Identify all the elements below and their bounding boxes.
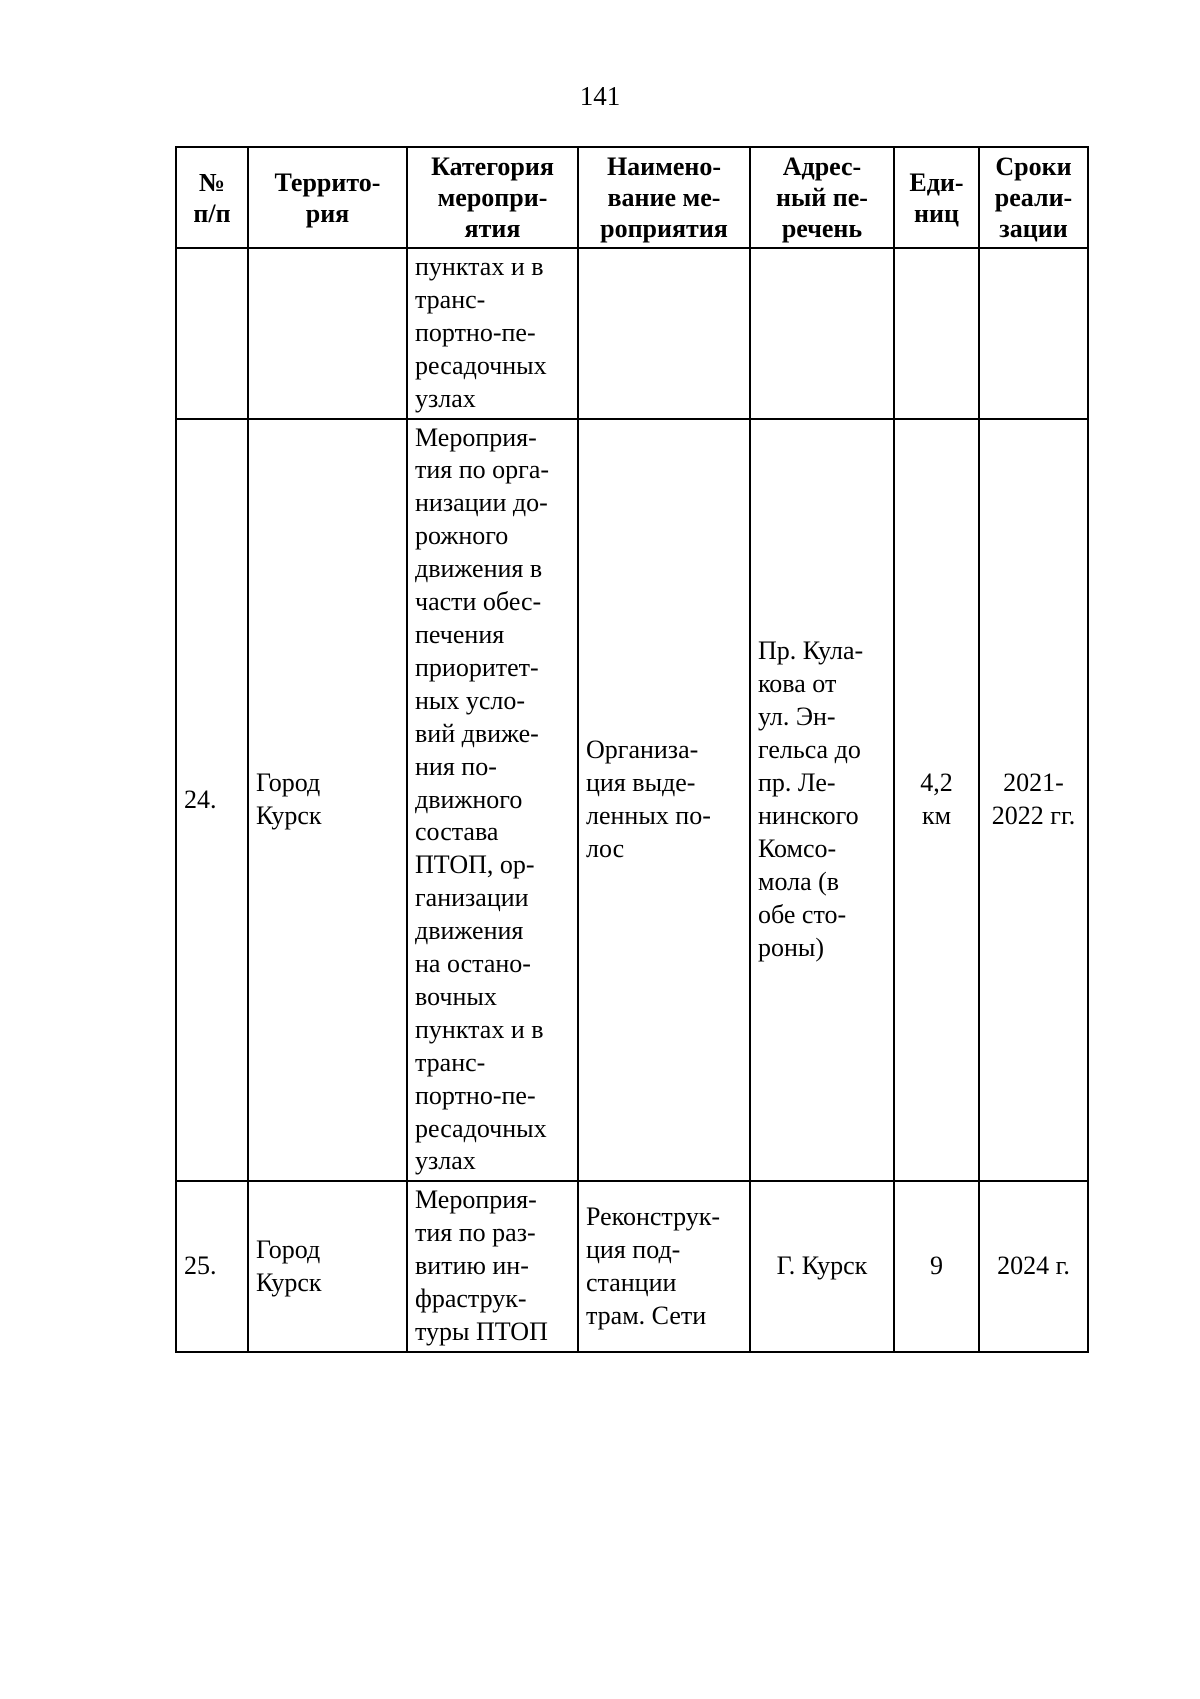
header-category: Категория меропри- ятия xyxy=(407,147,578,248)
header-address: Адрес- ный пе- речень xyxy=(750,147,894,248)
cell-number: 25. xyxy=(176,1181,248,1352)
table-header-row xyxy=(176,147,1088,248)
cell-period: 2024 г. xyxy=(979,1181,1088,1352)
table-row xyxy=(176,419,1088,1182)
header-name: Наимено- вание ме- роприятия xyxy=(578,147,750,248)
header-units: Еди- ниц xyxy=(894,147,979,248)
cell-category: Мероприя- тия по раз- витию ин- фраструк- туры ПТОП xyxy=(407,1181,578,1352)
page-number: 141 xyxy=(579,81,621,111)
cell-units: 9 xyxy=(894,1181,979,1352)
cell-category: Мероприя- тия по орга- низации до- рожного движения в части обес- печения приоритет- ных усло- вий движе- ния по- движного состава ПТОП, ор- ганизации движения на остано- вочных пунктах и в транс- портно-пе- ресадочных узлах xyxy=(407,419,578,1182)
cell-units: 4,2 км xyxy=(894,419,979,1182)
cell-name: Организа- ция выде- ленных по- лос xyxy=(578,419,750,1182)
cell-territory xyxy=(248,248,407,419)
header-period: Сроки реали- зации xyxy=(979,147,1088,248)
table-row xyxy=(176,1181,1088,1352)
cell-territory: Город Курск xyxy=(248,419,407,1182)
cell-name: Реконструк- ция под- станции трам. Сети xyxy=(578,1181,750,1352)
cell-period xyxy=(979,248,1088,419)
cell-units xyxy=(894,248,979,419)
cell-territory: Город Курск xyxy=(248,1181,407,1352)
table-row xyxy=(176,248,1088,419)
header-number: № п/п xyxy=(176,147,248,248)
measures-table xyxy=(175,146,1089,1353)
cell-number xyxy=(176,248,248,419)
cell-address xyxy=(750,248,894,419)
cell-category: пунктах и в транс- портно-пе- ресадочных узлах xyxy=(407,248,578,419)
cell-name xyxy=(578,248,750,419)
cell-address: Пр. Кула- кова от ул. Эн- гельса до пр. Ле- нинского Комсо- мола (в обе сто- роны) xyxy=(750,419,894,1182)
cell-number: 24. xyxy=(176,419,248,1182)
cell-period: 2021- 2022 гг. xyxy=(979,419,1088,1182)
cell-address: Г. Курск xyxy=(750,1181,894,1352)
header-territory: Террито- рия xyxy=(248,147,407,248)
